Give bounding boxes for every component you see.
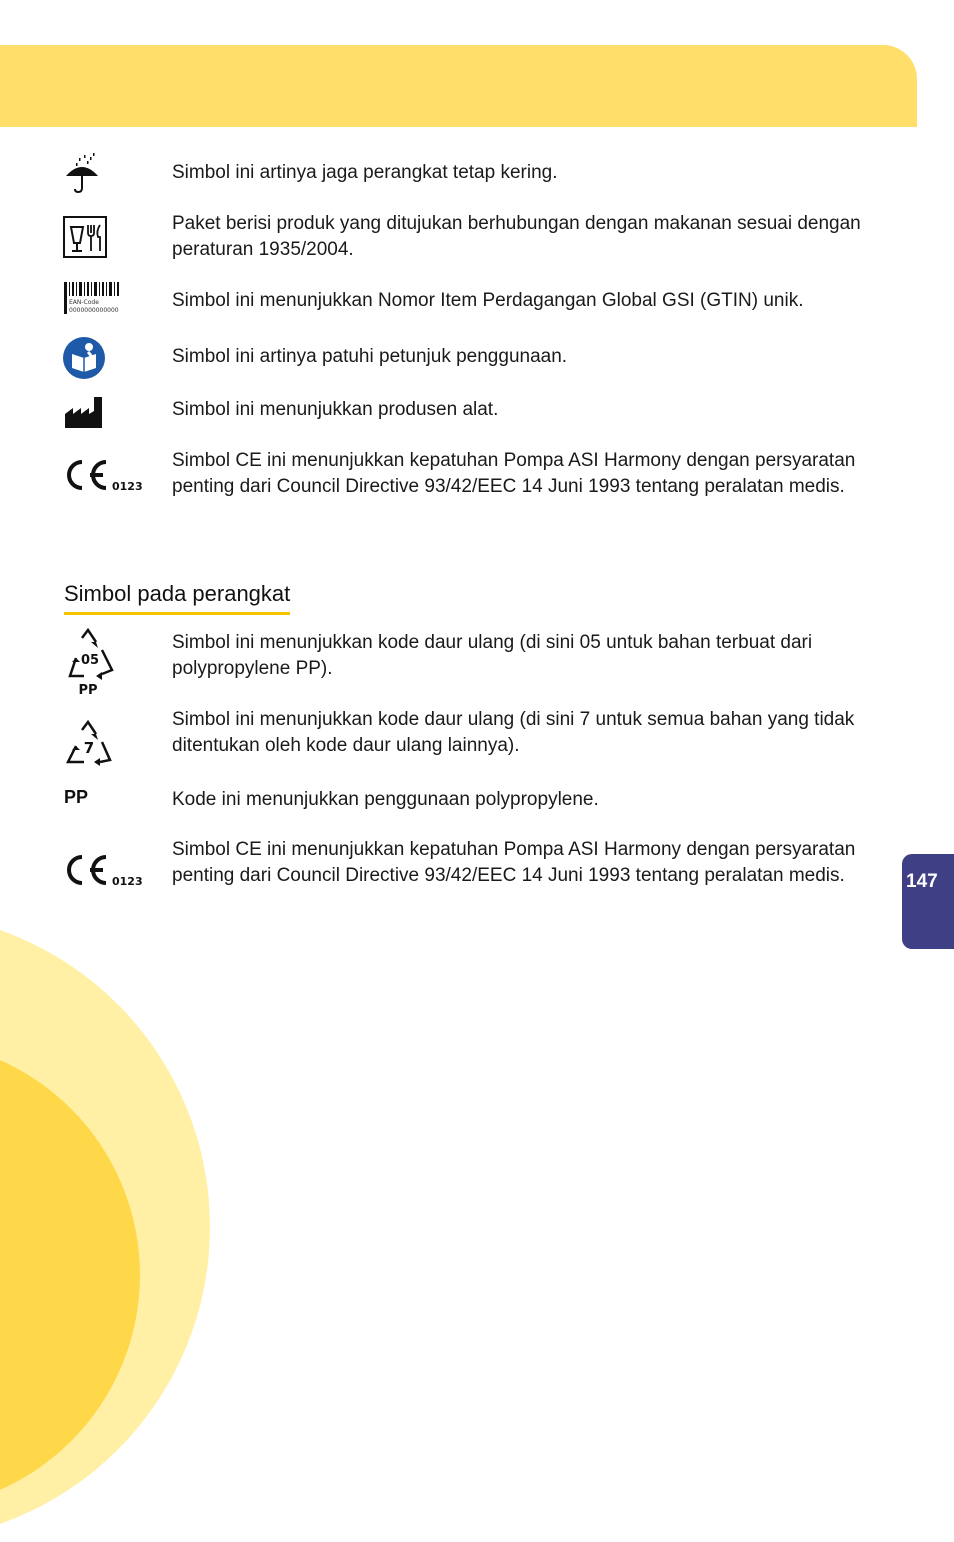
symbol-text: Simbol ini menunjukkan kode daur ulang (di sini 7 untuk semua bahan yang tidak ditentukan oleh kode daur ulang lainnya). [172, 709, 855, 756]
symbol-text: Simbol CE ini menunjukkan kepatuhan Pompa ASI Harmony dengan persyaratan penting dari Council Directive 93/42/EEC 14 Juni 1993 tentang peralatan medis. [172, 450, 856, 497]
symbol-text: Simbol CE ini menunjukkan kepatuhan Pompa ASI Harmony dengan persyaratan penting dari Council Directive 93/42/EEC 14 Juni 1993 tentang peralatan medis. [172, 839, 856, 886]
food-contact-icon [62, 215, 142, 264]
recycle-code: 7 [83, 739, 95, 757]
symbol-text: Simbol ini artinya patuhi petunjuk penggunaan. [172, 346, 568, 367]
page-number-tab [902, 854, 954, 949]
ce-mark-icon [62, 851, 142, 894]
manufacturer-icon [62, 394, 142, 435]
recycle-material: PP [78, 683, 98, 698]
barcode-icon [62, 282, 142, 321]
recycle-code: 05 [80, 653, 100, 668]
symbol-text: Simbol ini artinya jaga perangkat tetap kering. [172, 162, 558, 183]
barcode-digits: 0000000000000 [69, 307, 119, 314]
symbol-text: Kode ini menunjukkan penggunaan polypropylene. [172, 789, 599, 810]
recycle-05-icon [62, 628, 142, 703]
barcode-label: EAN-Code [69, 299, 99, 306]
symbol-text: Simbol ini menunjukkan Nomor Item Perdagangan Global GSI (GTIN) unik. [172, 290, 804, 311]
instructions-icon [62, 336, 142, 385]
symbol-text: Simbol ini menunjukkan kode daur ulang (di sini 05 untuk bahan terbuat dari polypropylene PP). [172, 632, 813, 679]
page-number: 147 [906, 871, 938, 892]
recycle-7-icon [62, 720, 142, 775]
ce-number: 0123 [112, 480, 142, 493]
symbol-text: Simbol ini menunjukkan produsen alat. [172, 399, 499, 420]
symbol-text: Paket berisi produk yang ditujukan berhubungan dengan makanan sesuai dengan peraturan 1935/2004. [172, 213, 861, 260]
ce-mark-icon [62, 456, 142, 499]
ce-number: 0123 [112, 875, 142, 888]
header-band [0, 45, 917, 127]
section-heading: Simbol pada perangkat [64, 578, 290, 615]
pp-label: PP [64, 787, 89, 807]
umbrella-icon [62, 152, 142, 199]
